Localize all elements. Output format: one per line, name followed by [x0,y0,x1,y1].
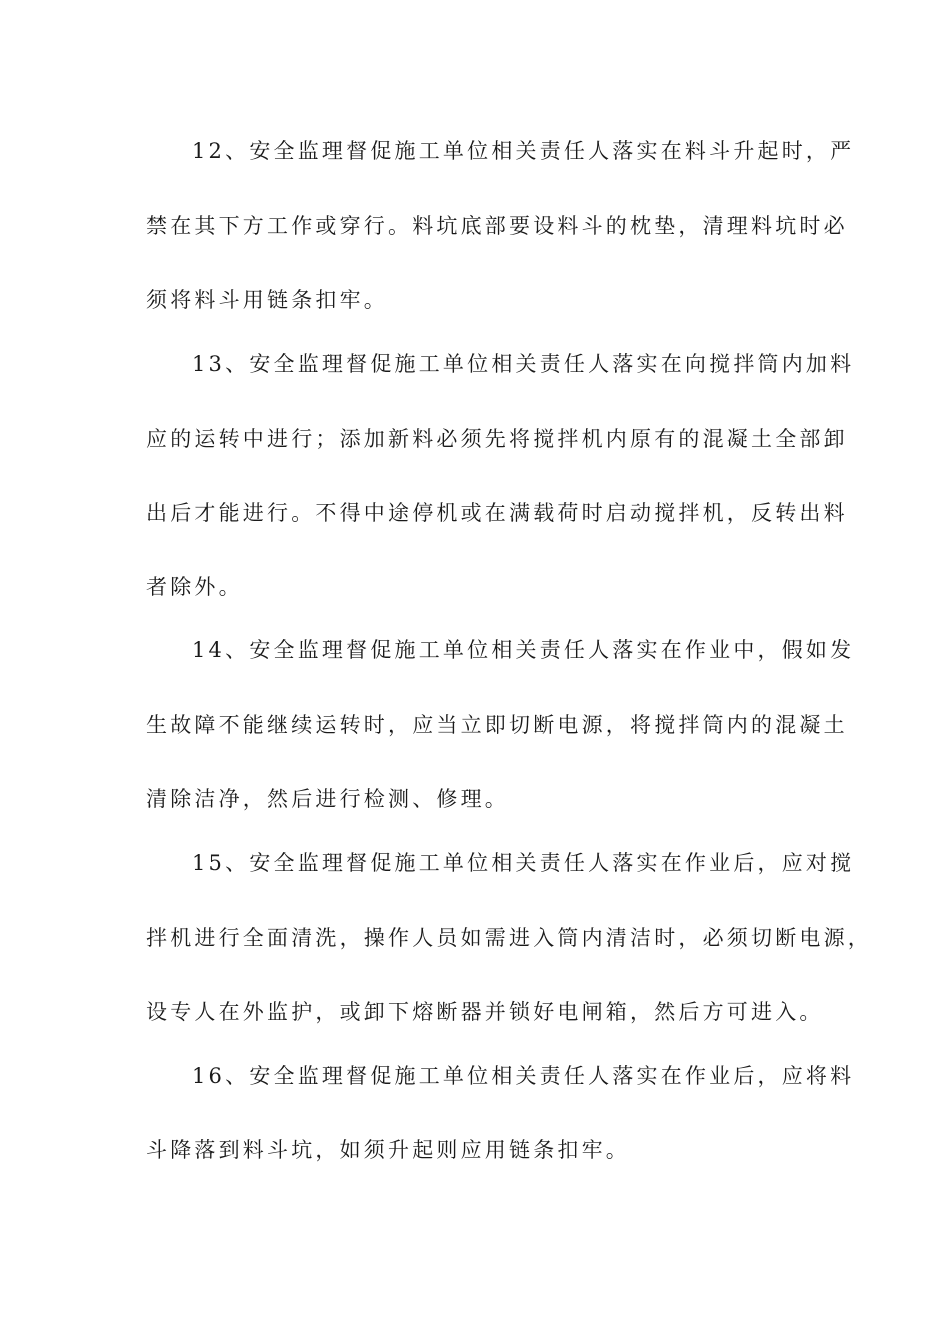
paragraph-15-line-1: 15、安全监理督促施工单位相关责任人落实在作业后，应对搅 [192,851,855,875]
paragraph-13-line-3: 出后才能进行。不得中途停机或在满载荷时启动搅拌机，反转出料 [146,501,848,525]
paragraph-13-line-4: 者除外。 [146,575,243,599]
paragraph-14-line-3: 清除洁净，然后进行检测、修理。 [146,787,509,811]
paragraph-16-line-1: 16、安全监理督促施工单位相关责任人落实在作业后，应将料 [192,1064,855,1088]
paragraph-15-line-3: 设专人在外监护，或卸下熔断器并锁好电闸箱，然后方可进入。 [146,1000,824,1024]
paragraph-14-line-1: 14、安全监理督促施工单位相关责任人落实在作业中，假如发 [192,638,855,662]
paragraph-12-line-3: 须将料斗用链条扣牢。 [146,288,388,312]
paragraph-13-line-1: 13、安全监理督促施工单位相关责任人落实在向搅拌筒内加料 [192,352,855,376]
paragraph-15-line-2: 拌机进行全面清洗，操作人员如需进入筒内清洁时，必须切断电源， [146,926,872,950]
paragraph-16-line-2: 斗降落到料斗坑，如须升起则应用链条扣牢。 [146,1138,630,1162]
paragraph-12-line-1: 12、安全监理督促施工单位相关责任人落实在料斗升起时，严 [192,139,855,163]
paragraph-12-line-2: 禁在其下方工作或穿行。料坑底部要设料斗的枕垫，清理料坑时必 [146,214,848,238]
paragraph-13-line-2: 应的运转中进行；添加新料必须先将搅拌机内原有的混凝土全部卸 [146,427,848,451]
paragraph-14-line-2: 生故障不能继续运转时，应当立即切断电源，将搅拌筒内的混凝土 [146,713,848,737]
